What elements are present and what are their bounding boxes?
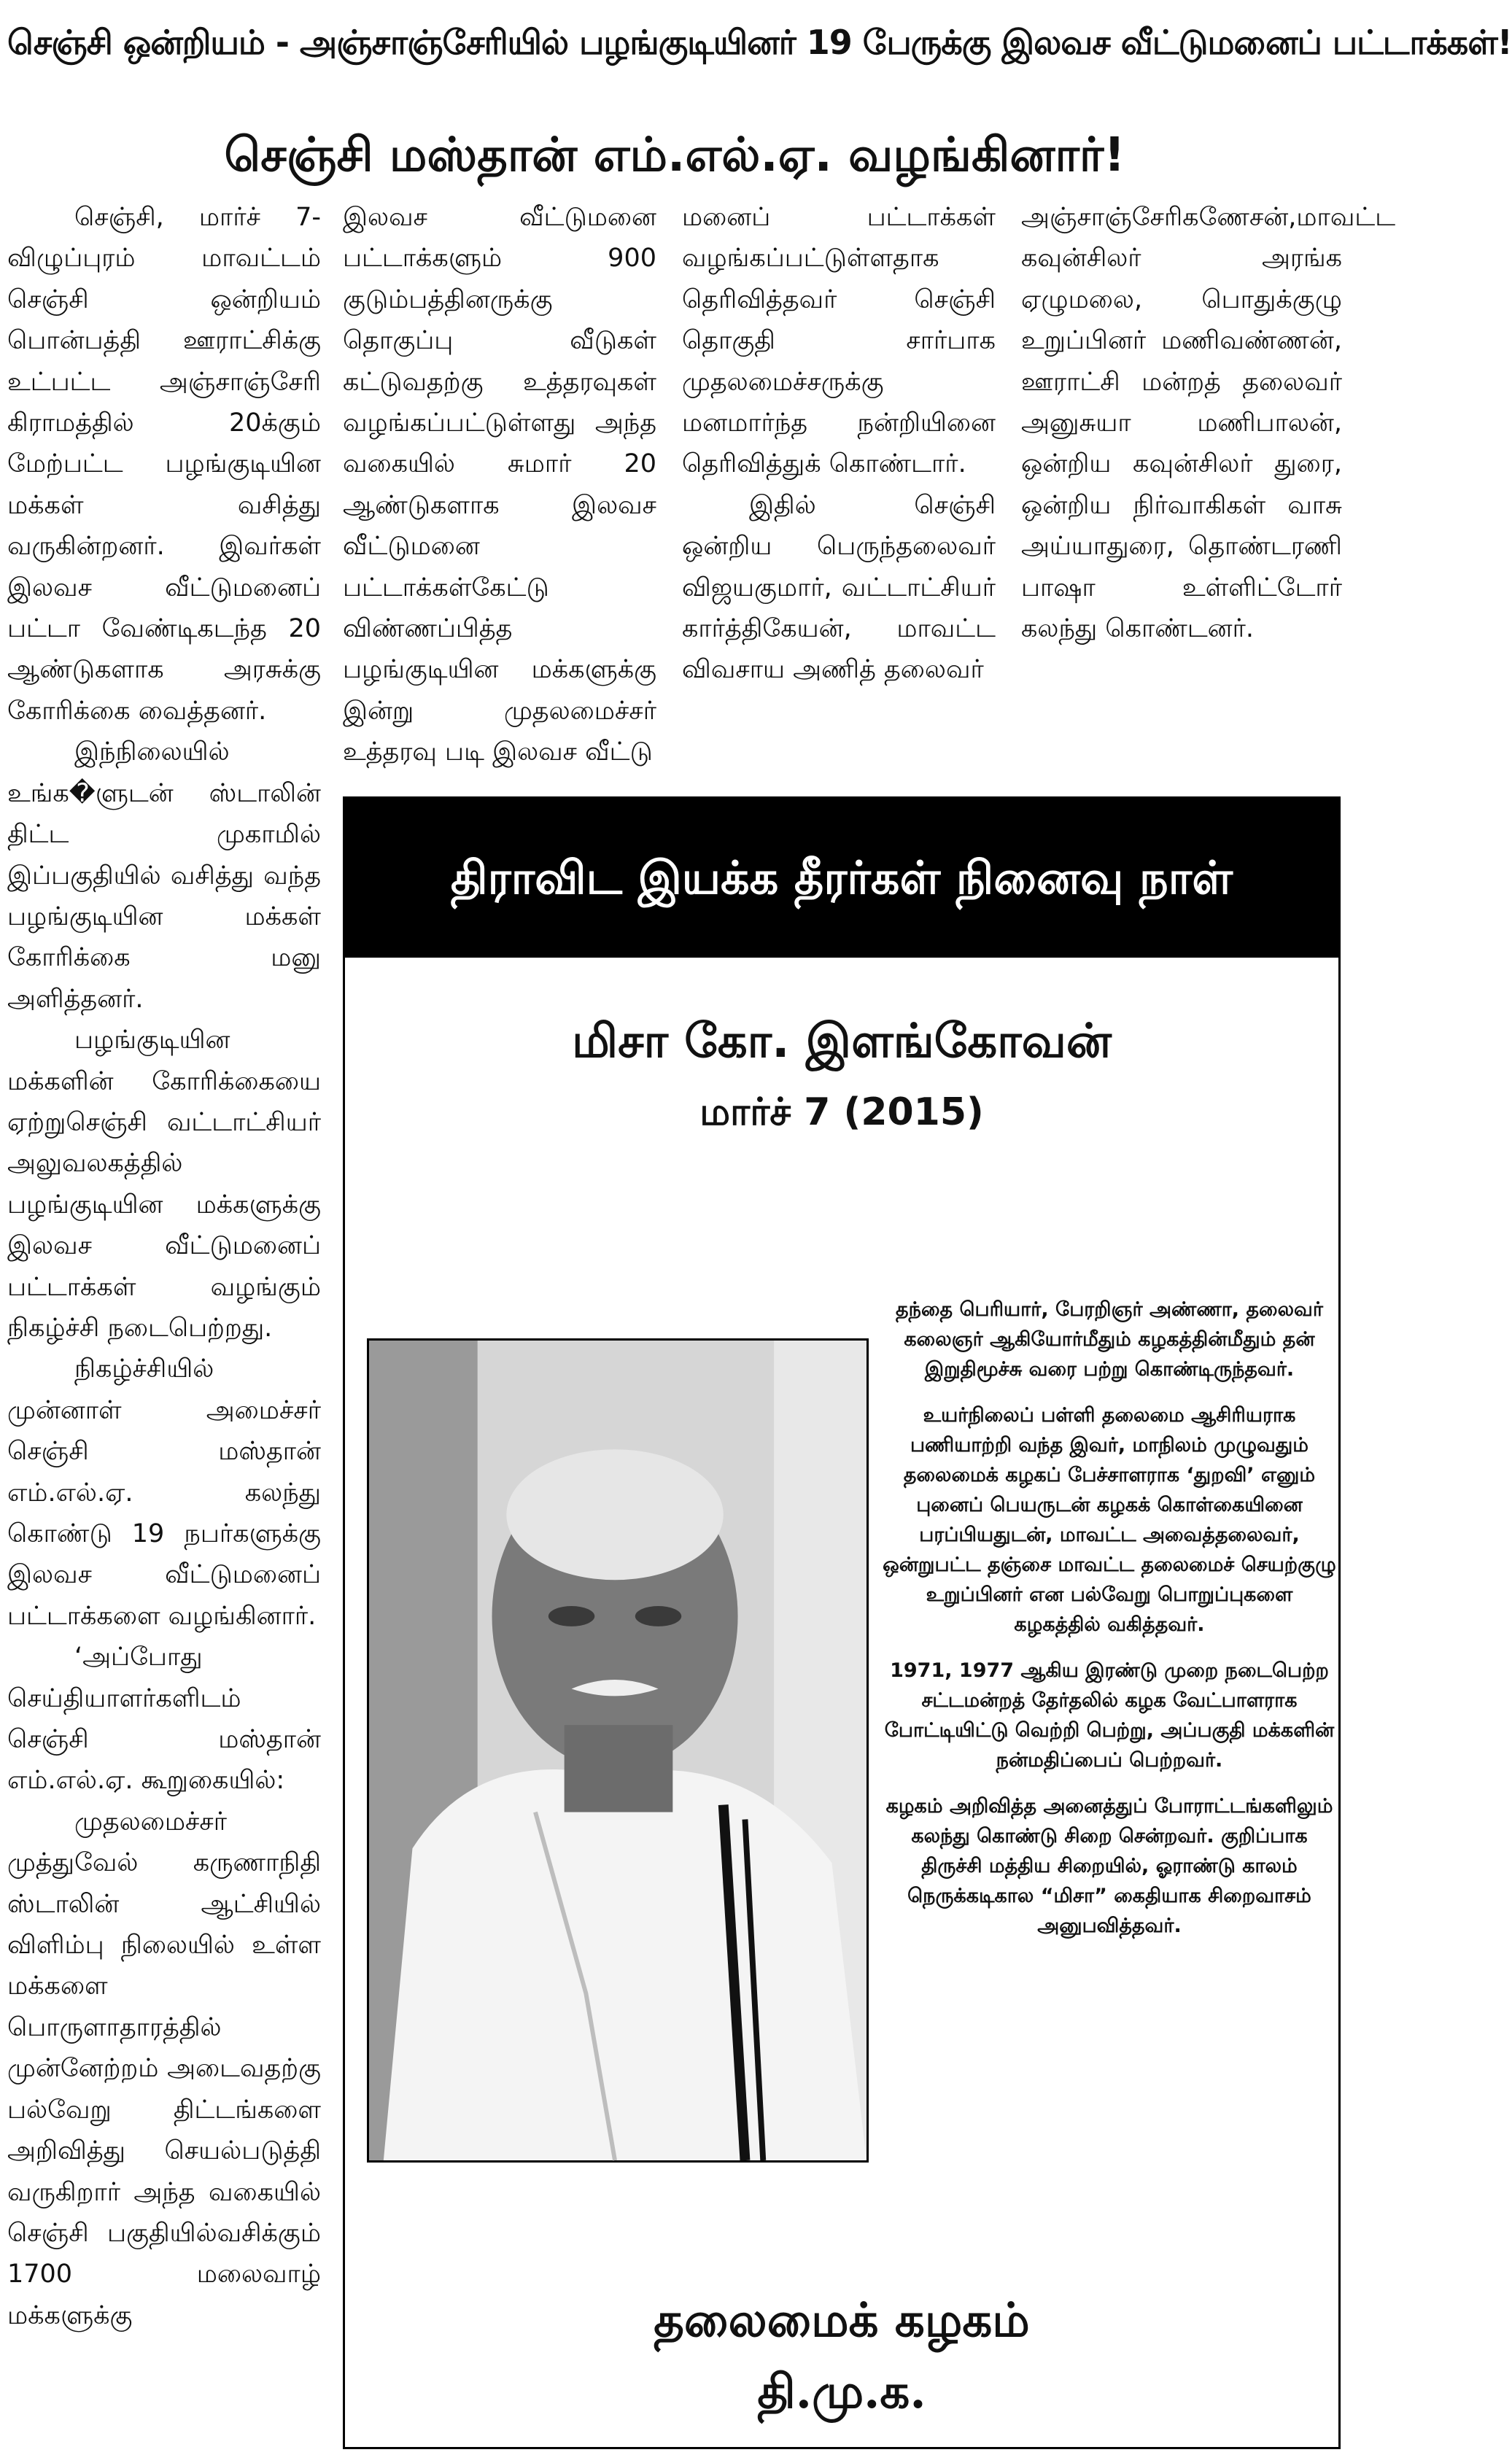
article-subheadline: செஞ்சி மஸ்தான் எம்.எல்.ஏ. வழங்கினார்! [224,128,1125,182]
bio-paragraph: தந்தை பெரியார், பேரறிஞர் அண்ணா, தலைவர் கலைஞர் ஆகியோர்மீதும் கழகத்தின்மீதும் தன் இறுதிமூச்சு வரை பற்று கொண்டிருந்தவர். [896,1298,1323,1381]
signature-party-name: தி.மு.க. [757,2365,926,2419]
article-paragraph: செஞ்சி, மார்ச் 7- விழுப்புரம் மாவட்டம் செஞ்சி ஒன்றியம் பொன்பத்தி ஊராட்சிக்கு உட்பட்ட அஞ்சாஞ்சேரி கிராமத்தில் 20க்கும் மேற்பட்ட பழங்குடியின மக்கள் வசித்து வருகின்றனர். இவர்கள் இலவச வீட்டுமனைப் பட்டா வேண்டிகடந்த 20 ஆண்டுகளாக அரசுக்கு கோரிக்கை வைத்தனர். [7,203,321,726]
memorial-person-name: மிசா கோ. இளங்கோவன் [572,1015,1112,1069]
article-paragraph: இலவச வீட்டுமனை பட்டாக்களும் 900 குடும்பத்தினருக்கு தொகுப்பு வீடுகள் கட்டுவதற்கு உத்தரவுகள் வழங்கப்பட்டுள்ளது அந்த வகையில் சுமார் 20 ஆண்டுகளாக இலவச வீட்டுமனை பட்டாக்கள்கேட்டு விண்ணப்பித்த பழங்குடியின மக்களுக்கு இன்று முதலமைச்சர் உத்தரவு படி இலவச வீட்டு [343,203,656,767]
bio-paragraph: கழகம் அறிவித்த அனைத்துப் போராட்டங்களிலும் கலந்து கொண்டு சிறை சென்றவர். குறிப்பாக திருச்சி மத்திய சிறையில், ஓராண்டு காலம் நெருக்கடிகால “மிசா” கைதியாக சிறைவாசம் அனுபவித்தவர். [885,1795,1333,1937]
article-paragraph: நிகழ்ச்சியில் முன்னாள் அமைச்சர் செஞ்சி மஸ்தான் எம்.எல்.ஏ. கலந்து கொண்டு 19 நபர்களுக்கு இலவச வீட்டுமனைப் பட்டாக்களை வழங்கினார். [7,1354,321,1631]
bio-paragraph: உயர்நிலைப் பள்ளி தலைமை ஆசிரியராக பணியாற்றி வந்த இவர், மாநிலம் முழுவதும் தலைமைக் கழகப் பேச்சாளராக ‘துறவி’ எனும் புனைப் பெயருடன் கழகக் கொள்கையினை பரப்பியதுடன், மாவட்ட அவைத்தலைவர், ஒன்றுபட்ட தஞ்சை மாவட்ட தலைமைச் செயற்குழு உறுப்பினர் என பல்வேறு பொறுப்புகளை கழகத்தில் வகித்தவர். [883,1404,1336,1636]
article-paragraph: மனைப் பட்டாக்கள் வழங்கப்பட்டுள்ளதாக தெரிவித்தவர் செஞ்சி தொகுதி சார்பாக முதலமைச்சருக்கு மனமார்ந்த நன்றியினை தெரிவித்துக் கொண்டார். [682,203,996,479]
portrait-illustration [369,1341,867,2160]
article-paragraph: பழங்குடியின மக்களின் கோரிக்கையை ஏற்றுசெஞ்சி வட்டாட்சியர் அலுவலகத்தில் பழங்குடியின மக்களுக்கு இலவச வீட்டுமனைப் பட்டாக்கள் வழங்கும் நிகழ்ச்சி நடைபெற்றது. [7,1025,321,1343]
article-paragraph: ‘அப்போது செய்தியாளர்களிடம் செஞ்சி மஸ்தான் எம்.எல்.ஏ. கூறுகையில்: [7,1643,321,1796]
memorial-advertisement [343,796,1341,2449]
signature-organization: தலைமைக் கழகம் [654,2293,1030,2348]
memorial-portrait-photo [367,1338,869,2163]
article-column-2 [343,197,656,780]
article-paragraph: இந்நிலையில் உங்க�ளுடன் ஸ்டாலின் திட்ட முகாமில் இப்பகுதியில் வசித்து வந்த பழங்குடியின மக்கள் கோரிக்கை மனு அளித்தனர். [7,737,321,1014]
bio-paragraph: 1971, 1977 ஆகிய இரண்டு முறை நடைபெற்ற சட்டமன்றத் தேர்தலில் கழக வேட்பாளராக போட்டியிட்டு வெற்றி பெற்று, அப்பகுதி மக்களின் நன்மதிப்பைப் பெற்றவர். [884,1659,1335,1772]
memorial-date: மார்ச் 7 (2015) [699,1090,984,1134]
article-paragraph: அஞ்சாஞ்சேரிகணேசன்,மாவட்ட கவுன்சிலர் அரங்க ஏழுமலை, பொதுக்குழு உறுப்பினர் மணிவண்ணன், ஊராட்சி மன்றத் தலைவர் அனுசுயா மணிபாலன், ஒன்றிய கவுன்சிலர் துரை, ஒன்றிய நிர்வாகிகள் வாசு அய்யாதுரை, தொண்டரணி பாஷா உள்ளிட்டோர் கலந்து கொண்டனர். [1021,203,1396,644]
memorial-biography [880,1295,1339,1957]
article-column-1 [7,197,321,2451]
article-column-4 [1021,197,1396,780]
article-headline: செஞ்சி ஒன்றியம் - அஞ்சாஞ்சேரியில் பழங்குடியினர் 19 பேருக்கு இலவச வீட்டுமனைப் பட்டாக்கள்! [7,23,1512,62]
article-column-3 [682,197,996,780]
memorial-banner: திராவிட இயக்க தீரர்கள் நினைவு நாள் [345,799,1338,958]
article-paragraph: முதலமைச்சர் முத்துவேல் கருணாநிதி ஸ்டாலின் ஆட்சியில் விளிம்பு நிலையில் உள்ள மக்களை பொருளாதாரத்தில் முன்னேற்றம் அடைவதற்கு பல்வேறு திட்டங்களை அறிவித்து செயல்படுத்தி வருகிறார் அந்த வகையில் செஞ்சி பகுதியில்வசிக்கும் 1700 மலைவாழ் மக்களுக்கு [7,1807,321,2330]
article-paragraph: இதில் செஞ்சி ஒன்றிய பெருந்தலைவர் விஜயகுமார், வட்டாட்சியர் கார்த்திகேயன், மாவட்ட விவசாய அணித் தலைவர் [682,490,996,685]
